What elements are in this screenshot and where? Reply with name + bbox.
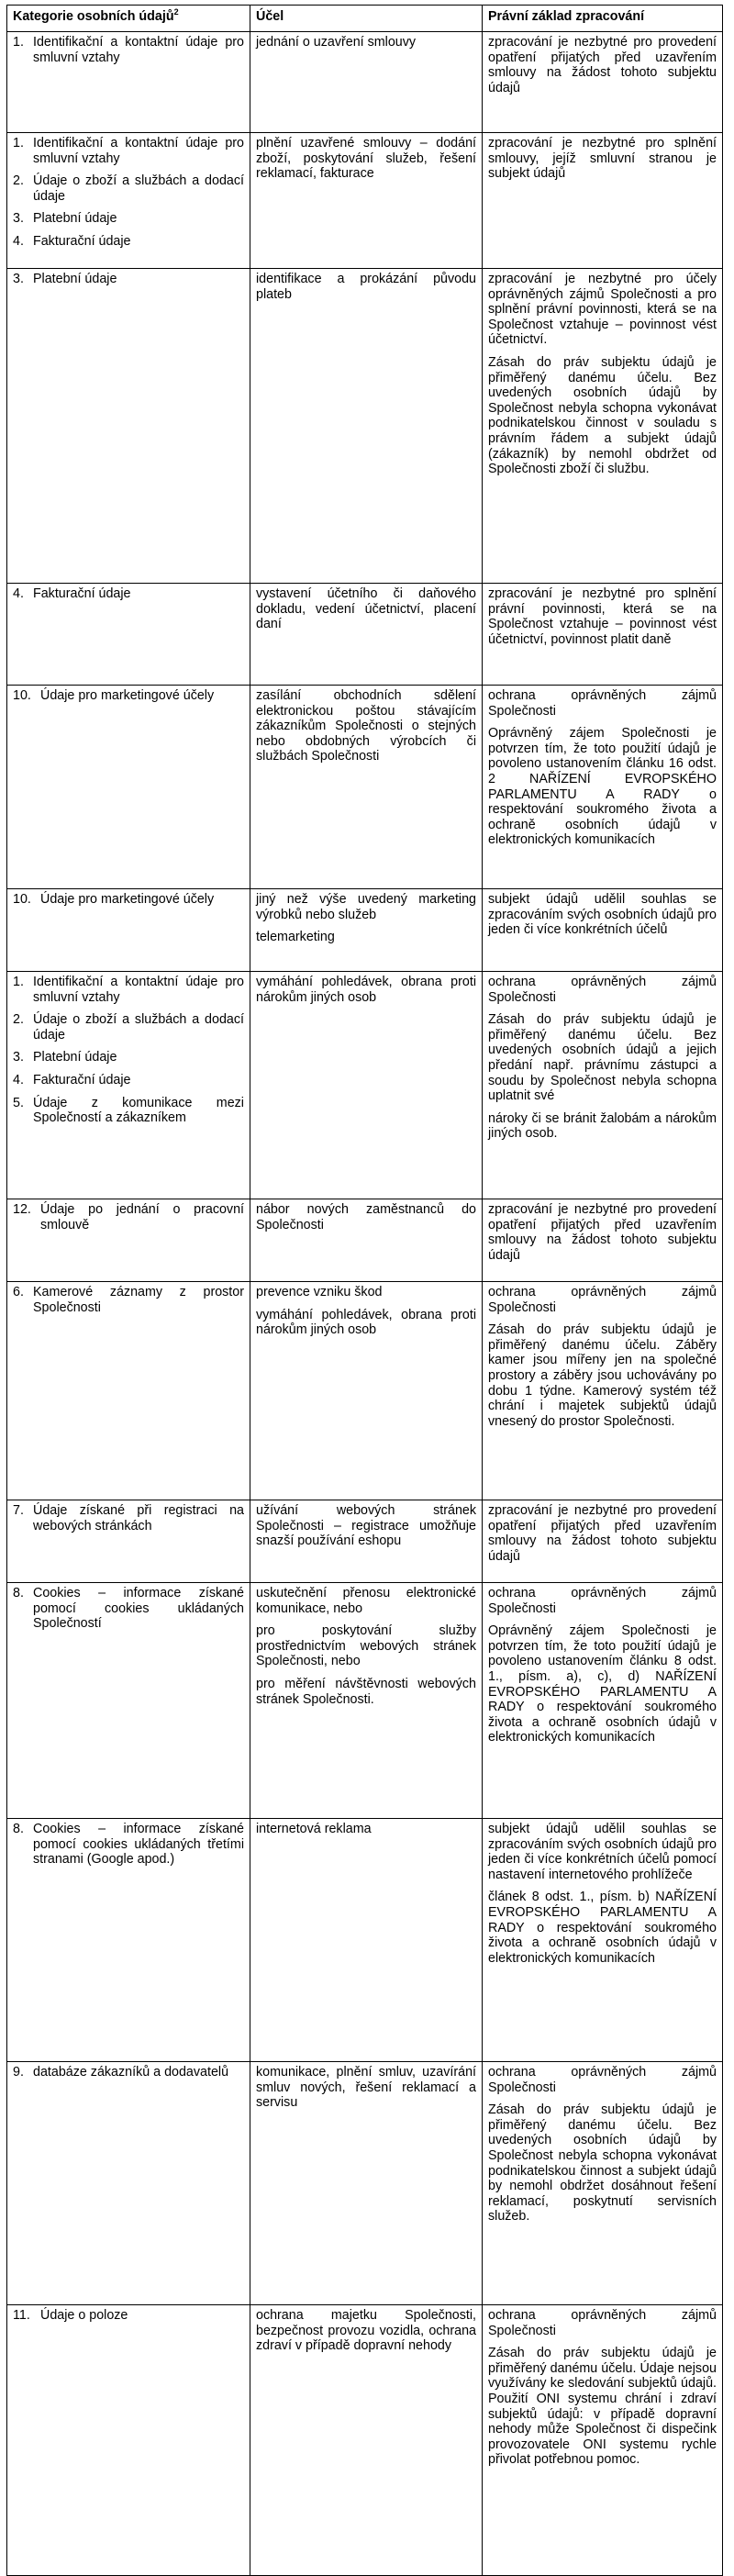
category-label: Údaje o poloze	[40, 2308, 128, 2323]
category-number: 1.	[13, 35, 24, 50]
purpose-cell	[250, 32, 483, 133]
category-number: 3.	[13, 211, 24, 227]
legal-basis-text: zpracování je nezbytné pro provedení opatření přijatých před uzavřením smlouvy na žádost tohoto subjektu údajů	[488, 35, 717, 95]
category-cell	[7, 2062, 250, 2305]
category-cell	[7, 1583, 250, 1819]
legal-basis-text: ochrana oprávněných zájmů Společnosti	[488, 975, 717, 1005]
category-number: 12.	[13, 1202, 31, 1217]
table-row	[7, 889, 723, 972]
table-row	[7, 32, 723, 133]
category-label: Fakturační údaje	[33, 233, 131, 249]
category-item	[13, 173, 244, 204]
category-cell	[7, 584, 250, 686]
table-row	[7, 686, 723, 889]
purpose-cell	[250, 1819, 483, 2062]
category-item	[13, 586, 244, 602]
category-cell	[7, 269, 250, 584]
category-label: Údaje po jednání o pracovní smlouvě	[40, 1202, 244, 1232]
legal-basis-text: zpracování je nezbytné pro provedení opatření přijatých před uzavřením smlouvy na žádost tohoto subjektu údajů	[488, 1202, 717, 1263]
personal-data-table	[6, 5, 723, 2576]
table-row	[7, 2062, 723, 2305]
header-category	[7, 6, 250, 32]
category-item	[13, 1096, 244, 1126]
legal-basis-text: Oprávněný zájem Společnosti je potvrzen tím, že toto použití údajů je povoleno ustanovením článku 8 odst. 1., písm. a), c), d) NAŘÍZENÍ EVROPSKÉHO PARLAMENTU A RADY o respektování soukromého života a ochraně osobních údajů v elektronických komunikacích	[488, 1623, 717, 1745]
category-label: Údaje získané při registraci na webových stránkách	[33, 1503, 244, 1533]
purpose-cell	[250, 2305, 483, 2576]
table-row	[7, 584, 723, 686]
purpose-text: komunikace, plnění smluv, uzavírání smluv nových, řešení reklamací a servisu	[256, 2065, 476, 2111]
category-label: databáze zákazníků a dodavatelů	[33, 2065, 229, 2080]
footnote-marker: 2	[173, 7, 179, 17]
category-cell	[7, 133, 250, 269]
category-label: Identifikační a kontaktní údaje pro smluvní vztahy	[33, 136, 244, 166]
header-category-label: Kategorie osobních údajů	[13, 9, 174, 24]
legal-basis-text: ochrana oprávněných zájmů Společnosti	[488, 2308, 717, 2338]
category-label: Údaje pro marketingové účely	[40, 688, 215, 703]
legal-basis-cell	[483, 269, 723, 584]
legal-basis-text: ochrana oprávněných zájmů Společnosti	[488, 2065, 717, 2095]
legal-basis-cell	[483, 1819, 723, 2062]
legal-basis-text: Zásah do práv subjektu údajů je přiměřený danému účelu. Bez uvedených osobních údajů by Společnost nebyla schopna vykonávat podnikatelskou činnost v souladu s právním řádem a subjekt údajů (zákazník) by nemohl obdržet od Společnosti zboží či službu.	[488, 354, 717, 477]
purpose-cell	[250, 269, 483, 584]
category-label: Platební údaje	[33, 1050, 117, 1065]
purpose-text: uskutečnění přenosu elektronické komunikace, nebo	[256, 1586, 476, 1616]
table-row	[7, 2305, 723, 2576]
purpose-text: internetová reklama	[256, 1822, 372, 1836]
legal-basis-text: Zásah do práv subjektu údajů je přiměřený danému účelu. Záběry kamer jsou mířeny jen na společné prostory a záběry jsou uchovávány po dobu 1 týdne. Kamerový systém též chrání i majetek subjektů údajů vnesený do prostor Společnosti.	[488, 1322, 717, 1429]
category-number: 1.	[13, 136, 24, 151]
category-label: Kamerové záznamy z prostor Společnosti	[33, 1285, 244, 1315]
category-cell	[7, 686, 250, 889]
purpose-text: pro poskytování služby prostřednictvím webových stránek Společnosti, nebo	[256, 1623, 476, 1669]
legal-basis-cell	[483, 2062, 723, 2305]
category-number: 2.	[13, 1012, 24, 1028]
category-item	[13, 1822, 244, 1868]
legal-basis-text: zpracování je nezbytné pro provedení opatření přijatých před uzavřením smlouvy na žádost tohoto subjektu údajů	[488, 1503, 717, 1564]
category-number: 2.	[13, 173, 24, 189]
legal-basis-cell	[483, 1199, 723, 1282]
category-cell	[7, 32, 250, 133]
table-header-row	[7, 6, 723, 32]
category-number: 4.	[13, 233, 24, 249]
category-item	[13, 2308, 244, 2324]
purpose-text: jednání o uzavření smlouvy	[256, 35, 417, 50]
category-cell	[7, 972, 250, 1199]
category-number: 10.	[13, 892, 31, 907]
category-item	[13, 1202, 244, 1232]
purpose-text: identifikace a prokázání původu plateb	[256, 272, 476, 302]
category-cell	[7, 1199, 250, 1282]
category-cell	[7, 1819, 250, 2062]
purpose-cell	[250, 2062, 483, 2305]
legal-basis-cell	[483, 1282, 723, 1500]
category-label: Údaje pro marketingové účely	[40, 892, 215, 907]
category-item	[13, 2065, 244, 2080]
category-cell	[7, 2305, 250, 2576]
category-number: 1.	[13, 975, 24, 989]
category-label: Údaje z komunikace mezi Společností a zákazníkem	[33, 1095, 244, 1126]
legal-basis-text: Zásah do práv subjektu údajů je přiměřený danému účelu. Bez uvedených osobních údajů a jejich předání např. právnímu zástupci a soudu by Společnost nebyla schopna uplatnit své	[488, 1012, 717, 1104]
legal-basis-text: Zásah do práv subjektu údajů je přiměřený danému účelu. Bez uvedených osobních údajů by Společnost nebyla schopna vykonávat podnikatelskou činnost a subjekt údajů by nemohl obdržet dosáhnout řešení reklamací, poskytnutí servisních služeb.	[488, 2102, 717, 2225]
table-row	[7, 1282, 723, 1500]
category-label: Cookies – informace získané pomocí cookies ukládaných třetími stranami (Google apod.)	[33, 1822, 244, 1868]
purpose-text: užívání webových stránek Společnosti – registrace umožňuje snazší používání eshopu	[256, 1503, 476, 1549]
purpose-cell	[250, 584, 483, 686]
category-item	[13, 1503, 244, 1533]
category-item	[13, 1050, 244, 1065]
purpose-cell	[250, 686, 483, 889]
legal-basis-text: ochrana oprávněných zájmů Společnosti	[488, 688, 717, 719]
category-number: 6.	[13, 1285, 24, 1299]
legal-basis-text: zpracování je nezbytné pro splnění smlouvy, jejíž smluvní stranou je subjekt údajů	[488, 136, 717, 182]
category-item	[13, 892, 244, 908]
table-row	[7, 1819, 723, 2062]
purpose-text: zasílání obchodních sdělení elektronickou poštou stávajícím zákazníkům Společnosti o stejných nebo obdobných výrobcích či službách Společnosti	[256, 688, 476, 764]
category-number: 8.	[13, 1822, 24, 1836]
purpose-text: nábor nových zaměstnanců do Společnosti	[256, 1202, 476, 1232]
legal-basis-text: subjekt údajů udělil souhlas se zpracováním svých osobních údajů pro jeden či více konkrétních účelů	[488, 892, 717, 938]
category-cell	[7, 1500, 250, 1583]
category-number: 7.	[13, 1503, 24, 1518]
legal-basis-text: článek 8 odst. 1., písm. b) NAŘÍZENÍ EVROPSKÉHO PARLAMENTU A RADY o respektování soukromého života a ochraně osobních údajů v elektronických komunikacích	[488, 1890, 717, 1966]
legal-basis-cell	[483, 32, 723, 133]
category-item	[13, 234, 244, 250]
category-number: 4.	[13, 1072, 24, 1087]
category-item	[13, 35, 244, 65]
header-legal-basis: Právní základ zpracování	[483, 6, 723, 32]
purpose-text: telemarketing	[256, 930, 335, 945]
purpose-cell	[250, 972, 483, 1199]
category-number: 3.	[13, 272, 24, 286]
purpose-text: pro měření návštěvnosti webových stránek Společnosti.	[256, 1676, 476, 1707]
category-label: Platební údaje	[33, 272, 117, 286]
category-number: 4.	[13, 586, 24, 601]
table-row	[7, 133, 723, 269]
category-item	[13, 1586, 244, 1632]
category-number: 5.	[13, 1095, 24, 1110]
table-row	[7, 1199, 723, 1282]
category-label: Identifikační a kontaktní údaje pro smluvní vztahy	[33, 975, 244, 1005]
category-label: Údaje o zboží a službách a dodací údaje	[33, 173, 244, 204]
category-label: Identifikační a kontaktní údaje pro smluvní vztahy	[33, 35, 244, 65]
legal-basis-text: zpracování je nezbytné pro účely oprávněných zájmů Společnosti a pro splnění právní povinnosti, která se na Společnost vztahuje – povinnost vést účetnictví.	[488, 272, 717, 348]
category-number: 8.	[13, 1586, 24, 1600]
purpose-text: plnění uzavřené smlouvy – dodání zboží, poskytování služeb, řešení reklamací, fakturace	[256, 136, 476, 182]
legal-basis-cell	[483, 1583, 723, 1819]
category-number: 3.	[13, 1050, 24, 1065]
table-row	[7, 1583, 723, 1819]
category-cell	[7, 889, 250, 972]
legal-basis-cell	[483, 133, 723, 269]
header-purpose: Účel	[250, 6, 483, 32]
legal-basis-text: Oprávněný zájem Společnosti je potvrzen tím, že toto použití údajů je povoleno ustanovením článku 16 odst. 2 NAŘÍZENÍ EVROPSKÉHO PARLAMENTU A RADY o respektování soukromého života a ochraně osobních údajů v elektronických komunikacích	[488, 726, 717, 848]
purpose-cell	[250, 1583, 483, 1819]
purpose-cell	[250, 1282, 483, 1500]
category-item	[13, 211, 244, 227]
purpose-text: vymáhání pohledávek, obrana proti nárokům jiných osob	[256, 1307, 476, 1338]
legal-basis-cell	[483, 889, 723, 972]
table-row	[7, 1500, 723, 1583]
category-label: Cookies – informace získané pomocí cookies ukládaných Společností	[33, 1586, 244, 1632]
legal-basis-text: Zásah do práv subjektu údajů je přiměřený danému účelu. Údaje nejsou využívány ke sledování subjektů údajů. Použití ONI systemu chrání i zdraví subjektů údajů: v případě dopravní nehody může Společnost či dispečink provozovatele ONI systemu rychle přivolat potřebnou pomoc.	[488, 2346, 717, 2468]
category-item	[13, 688, 244, 704]
purpose-cell	[250, 1199, 483, 1282]
legal-basis-cell	[483, 584, 723, 686]
category-cell	[7, 1282, 250, 1500]
category-label: Fakturační údaje	[33, 586, 131, 601]
legal-basis-cell	[483, 972, 723, 1199]
category-item	[13, 136, 244, 166]
legal-basis-text: ochrana oprávněných zájmů Společnosti	[488, 1586, 717, 1616]
legal-basis-cell	[483, 1500, 723, 1583]
category-item	[13, 272, 244, 287]
purpose-text: vymáhání pohledávek, obrana proti nárokům jiných osob	[256, 975, 476, 1005]
category-item	[13, 975, 244, 1005]
category-item	[13, 1073, 244, 1088]
purpose-cell	[250, 1500, 483, 1583]
legal-basis-cell	[483, 686, 723, 889]
table-row	[7, 972, 723, 1199]
purpose-cell	[250, 889, 483, 972]
legal-basis-text: subjekt údajů udělil souhlas se zpracováním svých osobních údajů pro jeden či více konkrétních účelů pomocí nastavení internetového prohlížeče	[488, 1822, 717, 1882]
purpose-text: prevence vzniku škod	[256, 1285, 383, 1299]
category-number: 11.	[13, 2308, 30, 2323]
legal-basis-cell	[483, 2305, 723, 2576]
category-item	[13, 1012, 244, 1043]
category-item	[13, 1285, 244, 1315]
legal-basis-text: zpracování je nezbytné pro splnění právní povinnosti, která se na Společnost vztahuje – povinnost vést účetnictví, povinnost platit daně	[488, 586, 717, 647]
category-number: 9.	[13, 2065, 24, 2080]
legal-basis-text: ochrana oprávněných zájmů Společnosti	[488, 1285, 717, 1315]
purpose-text: vystavení účetního či daňového dokladu, vedení účetnictví, placení daní	[256, 586, 476, 632]
purpose-cell	[250, 133, 483, 269]
category-label: Fakturační údaje	[33, 1072, 131, 1087]
table-row	[7, 269, 723, 584]
category-label: Platební údaje	[33, 211, 117, 227]
legal-basis-text: nároky či se bránit žalobám a nárokům jiných osob.	[488, 1110, 717, 1142]
purpose-text: ochrana majetku Společnosti, bezpečnost provozu vozidla, ochrana zdraví v případě dopravní nehody	[256, 2308, 476, 2354]
category-label: Údaje o zboží a službách a dodací údaje	[33, 1012, 244, 1043]
category-number: 10.	[13, 688, 31, 703]
purpose-text: jiný než výše uvedený marketing výrobků nebo služeb	[256, 892, 476, 922]
